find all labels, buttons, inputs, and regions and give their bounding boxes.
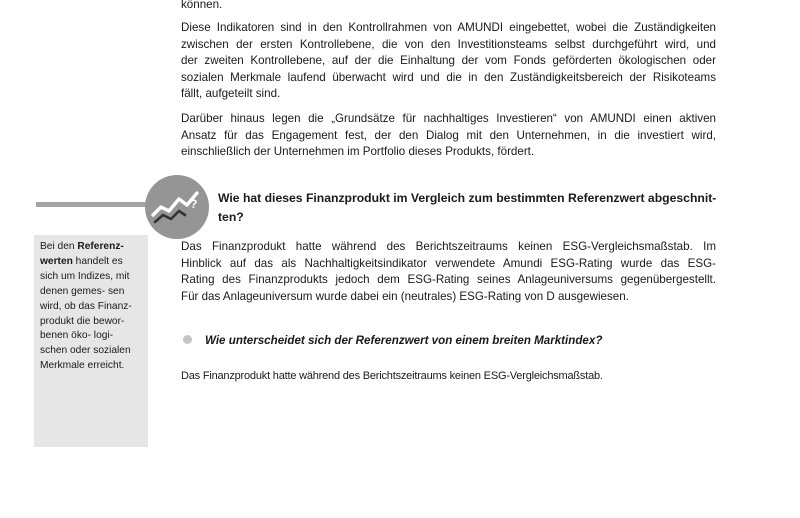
sidebar-line-rest: handelt es [72,255,123,267]
sub-question-heading: Wie unterscheidet sich der Referenzwert von einem breiten Marktindex? [205,334,603,347]
sidebar-intro: Bei den [40,241,78,252]
section-heading-question [218,189,718,226]
sidebar-line: benen öko- logi- [40,330,114,342]
paragraph-line: sozialen Merkmale laufend überwacht wird und die in den Zuständigkeitsbereich der Risikoteams [181,70,716,84]
sidebar-definition-text [40,240,146,374]
sidebar-line: sich um Indizes, mit [40,270,130,282]
paragraph-line: fällt, aufgeteilt sind. [181,87,281,101]
bullet-dot-icon [183,335,192,344]
performance-chart-question-icon [145,175,209,239]
sidebar-line [40,255,146,270]
svg-text:?: ? [190,197,198,211]
paragraph-line: Diese Indikatoren sind in den Kontrollrahmen von AMUNDI eingebettet, wobei die Zuständigkeiten [181,21,716,34]
paragraph-line: einschließlich der Unternehmen im Portfolio dieses Produkts, fördert. [181,145,535,159]
paragraph-continuation [181,0,716,14]
paragraph-benchmark-answer [181,239,716,305]
sidebar-line [40,240,146,255]
sidebar-line: schen oder sozialen [40,345,131,357]
paragraph-line: Für das Anlageuniversum wurde dabei ein (neutrales) ESG-Rating von D ausgewiesen. [181,289,629,303]
section-divider-rule [36,202,156,207]
paragraph-engagement [181,111,716,161]
sidebar-line: Merkmale erreicht. [40,360,125,372]
sidebar-term: werten [40,255,73,267]
heading-line: ten? [218,209,244,224]
paragraph-line: Hinblick auf das als Nachhaltigkeitsindikator verwendete Amundi ESG-Rating wurde das ESG- [181,256,716,270]
heading-line: Wie hat dieses Finanzprodukt im Vergleich zum bestimmten Referenzwert abgeschnit- [218,191,717,205]
paragraph-line: können. [181,0,223,11]
sidebar-line: produkt die bewor- [40,315,125,327]
paragraph-line: Rating des Finanzprodukts jedoch dem ESG-Rating seines Anlageuniversums gegenübergestellt. [181,273,716,287]
paragraph-control-framework [181,20,716,103]
paragraph-line: Das Finanzprodukt hatte während des Berichtszeitraums keinen ESG-Vergleichsmaßstab. Im [181,240,716,253]
sidebar-line: wird, ob das Finanz- [40,300,132,312]
sub-question-answer: Das Finanzprodukt hatte während des Berichtszeitraums keinen ESG-Vergleichsmaßstab. [181,370,603,382]
paragraph-line: Ansatz für das Engagement fest, der den Dialog mit den Unternehmen, in die investiert wird, [181,128,716,142]
paragraph-line: Darüber hinaus legen die „Grundsätze für nachhaltiges Investieren“ von AMUNDI einen aktiven [181,112,716,125]
sidebar-term: Referenz- [77,241,124,252]
paragraph-line: der zweiten Kontrollebene, auf der die Einhaltung der vom Fonds geförderten ökologischen oder [181,54,716,68]
paragraph-line: zwischen der ersten Kontrollebene, die von den Investitionsteams selbst durchgeführt wird, und [181,37,716,51]
sidebar-line: denen gemes- sen [40,285,125,297]
